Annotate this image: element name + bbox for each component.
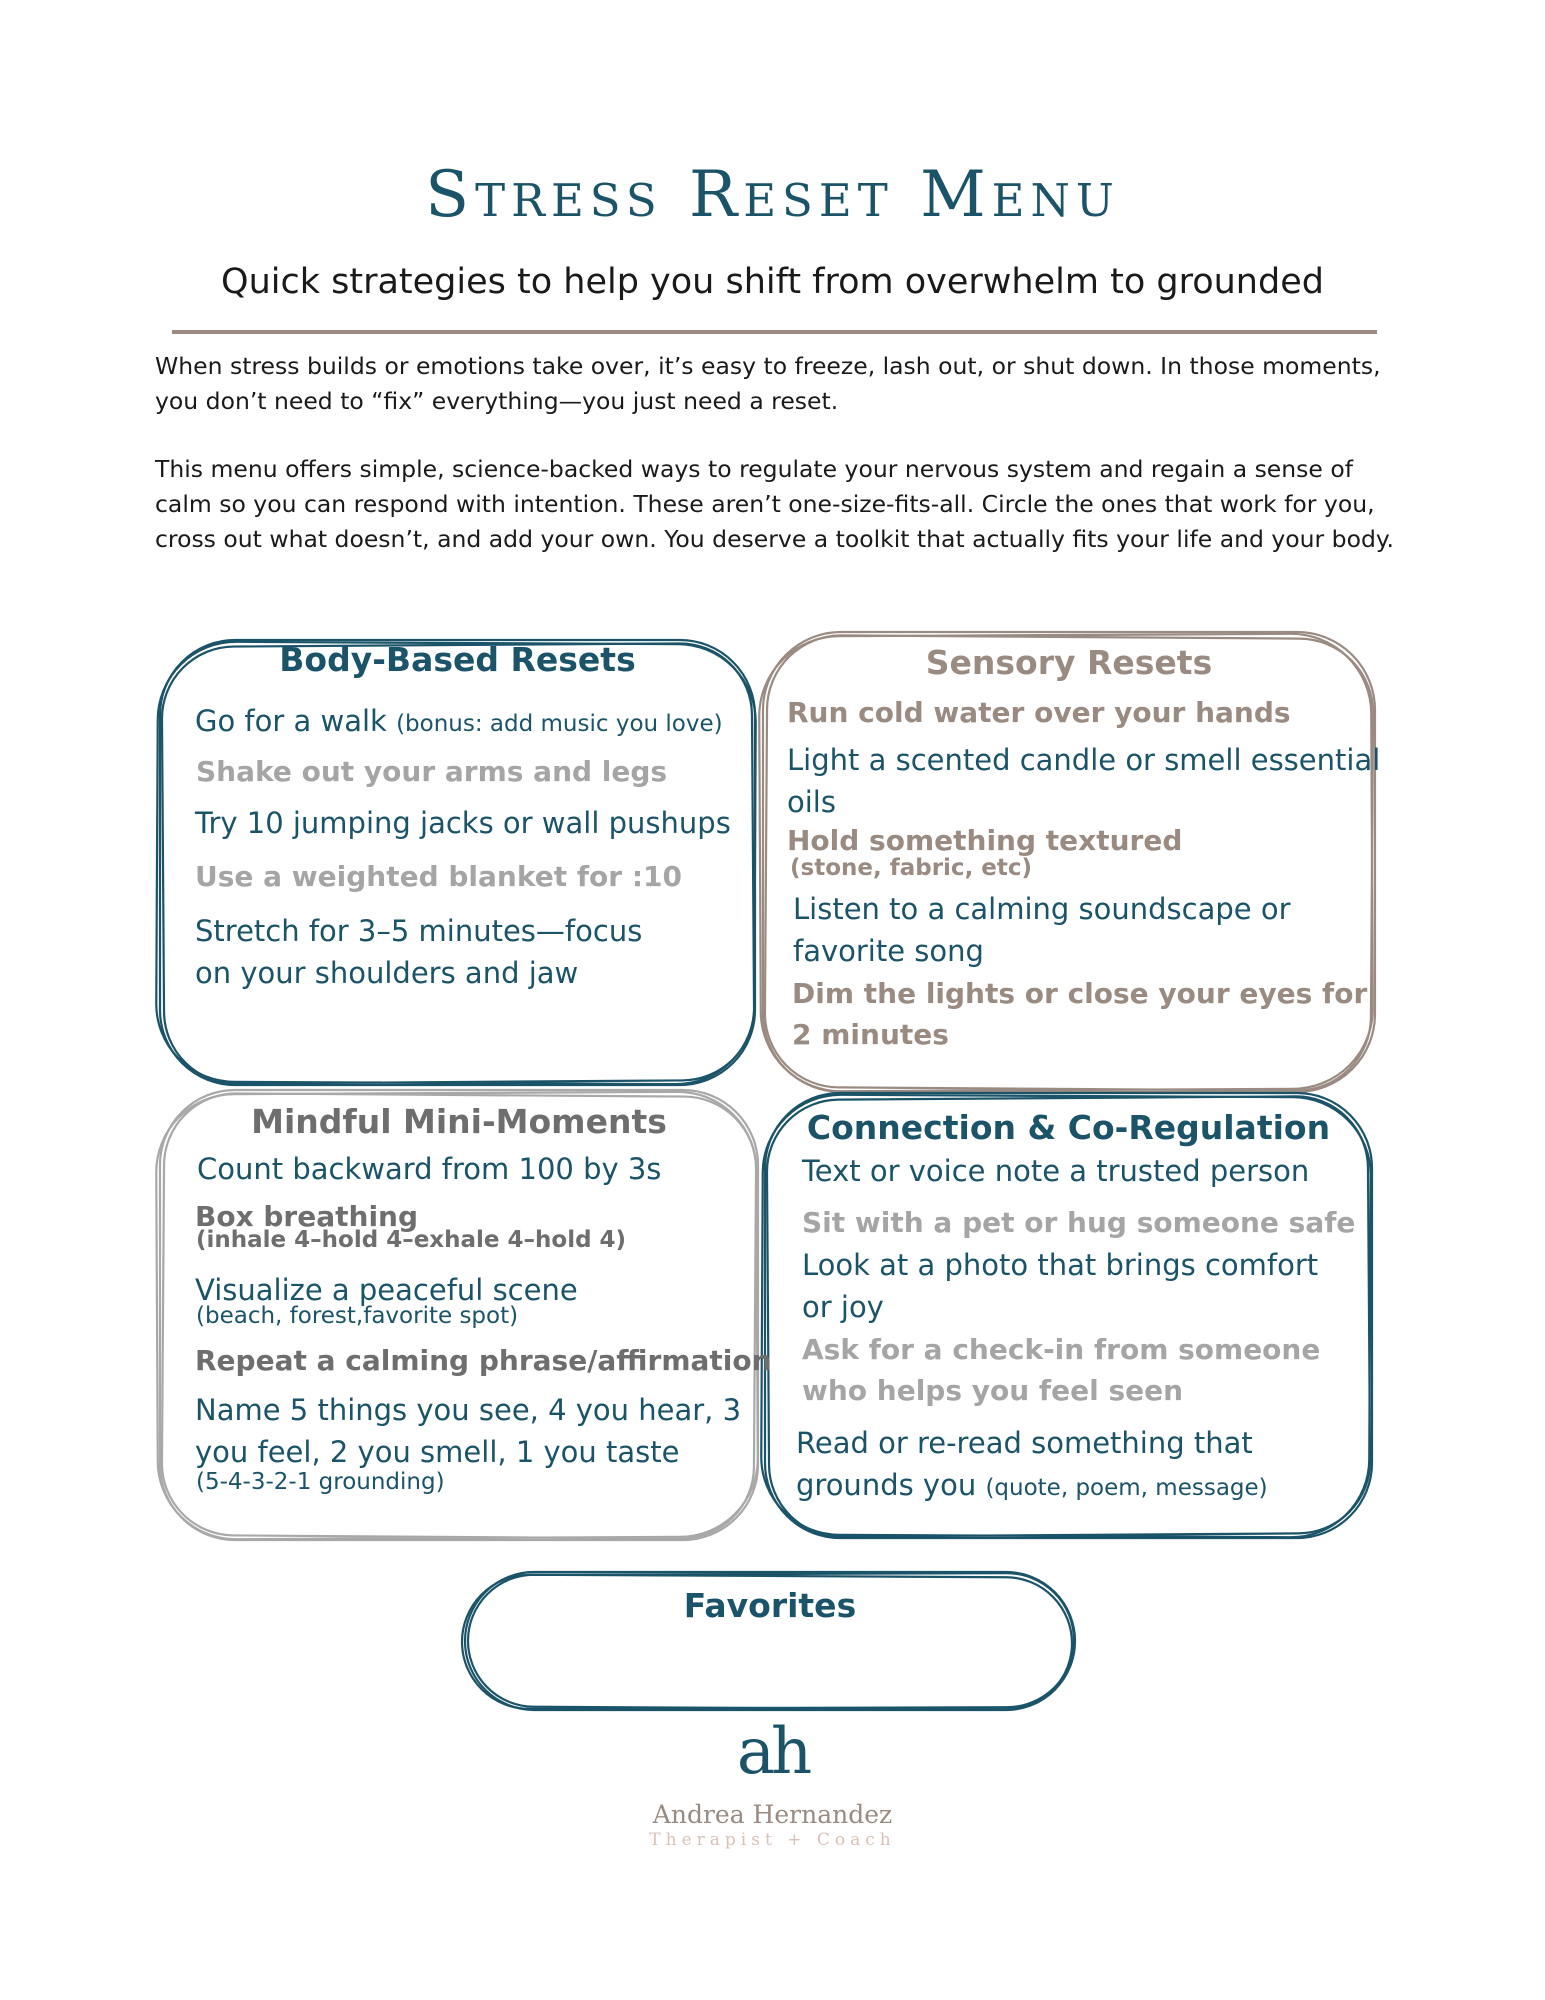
sensory-heading: Sensory Resets: [925, 643, 1213, 682]
favorites-heading: Favorites: [683, 1586, 857, 1625]
mindful-item-box: Box breathing: [195, 1200, 419, 1233]
body-item-shake: Shake out your arms and legs: [196, 755, 668, 788]
mindful-item-visualize: Visualize a peaceful scene: [195, 1273, 578, 1307]
mindful-item-phrase: Repeat a calming phrase/affirmation: [195, 1344, 772, 1377]
connection-item-ask-line-1: Ask for a check-in from someone: [802, 1333, 1321, 1366]
mindful-item-name-note: (5-4-3-2-1 grounding): [196, 1469, 445, 1495]
connection-item-photo-line-1: Look at a photo that brings comfort: [802, 1248, 1319, 1282]
page-subtitle: Quick strategies to help you shift from overwhelm to grounded: [221, 262, 1324, 302]
sensory-item-dim-line-1: Dim the lights or close your eyes for: [792, 977, 1368, 1010]
intro-paragraph-2: This menu offers simple, science-backed ways to regulate your nervous system and regain a sense of calm so you can respond with intention. These aren’t one-size-fits-all. Circle the ones that work for you, cross out what doesn’t, and add your own. You deserve a toolkit that actually fits your life and your body.: [155, 455, 1394, 553]
sensory-item-candle-line-1: Light a scented candle or smell essential: [787, 743, 1381, 777]
connection-item-read-line-1: Read or re-read something that: [796, 1426, 1253, 1460]
mindful-item-name-line-1: Name 5 things you see, 4 you hear, 3: [195, 1393, 742, 1427]
connection-item-read-label: grounds you: [796, 1468, 977, 1502]
sensory-item-sound-line-2: favorite song: [793, 934, 984, 968]
intro-paragraph-1: When stress builds or emotions take over, it’s easy to freeze, lash out, or shut down. In those moments, you don’t need to “fix” everything—you just need a reset.: [155, 352, 1381, 415]
body-item-stretch-line-2: on your shoulders and jaw: [195, 956, 579, 990]
connection-item-photo-line-2: or joy: [802, 1290, 884, 1324]
mindful-item-name-line-2: you feel, 2 you smell, 1 you taste: [195, 1435, 680, 1469]
body-item-blanket: Use a weighted blanket for :10: [195, 860, 682, 893]
connection-item-read-line-2: [796, 1464, 1268, 1509]
sensory-item-candle-line-2: oils: [787, 785, 836, 819]
body-based-heading: Body-Based Resets: [279, 640, 636, 679]
mindful-item-count: Count backward from 100 by 3s: [197, 1152, 662, 1186]
page-title: Stress Reset Menu: [425, 158, 1120, 232]
mindful-item-visualize-note: (beach, forest,favorite spot): [196, 1303, 519, 1329]
sensory-item-textured-note: (stone, fabric, etc): [790, 855, 1033, 881]
body-item-walk: [195, 700, 723, 745]
sensory-item-water: Run cold water over your hands: [787, 696, 1291, 729]
mindful-heading: Mindful Mini-Moments: [251, 1102, 667, 1141]
connection-heading: Connection & Co-Regulation: [806, 1108, 1331, 1147]
brand-role: Therapist + Coach: [649, 1830, 896, 1850]
sensory-item-dim-line-2: 2 minutes: [792, 1018, 949, 1051]
brand-logo-mark: ah: [736, 1715, 809, 1789]
sensory-item-sound-line-1: Listen to a calming soundscape or: [793, 892, 1291, 926]
title-divider: [172, 330, 1377, 334]
body-item-stretch-line-1: Stretch for 3–5 minutes—focus: [195, 914, 643, 948]
body-item-walk-note: (bonus: add music you love): [396, 711, 723, 737]
connection-item-read-note: (quote, poem, message): [985, 1475, 1268, 1501]
body-item-jacks: Try 10 jumping jacks or wall pushups: [195, 806, 731, 840]
sensory-item-textured: Hold something textured: [787, 824, 1183, 857]
body-item-walk-label: Go for a walk: [195, 704, 387, 738]
connection-item-text: Text or voice note a trusted person: [802, 1154, 1310, 1188]
mindful-item-box-note: (inhale 4–hold 4–exhale 4–hold 4): [196, 1227, 627, 1253]
brand-name: Andrea Hernandez: [652, 1800, 893, 1829]
connection-item-pet: Sit with a pet or hug someone safe: [802, 1206, 1356, 1239]
connection-item-ask-line-2: who helps you feel seen: [802, 1374, 1184, 1407]
